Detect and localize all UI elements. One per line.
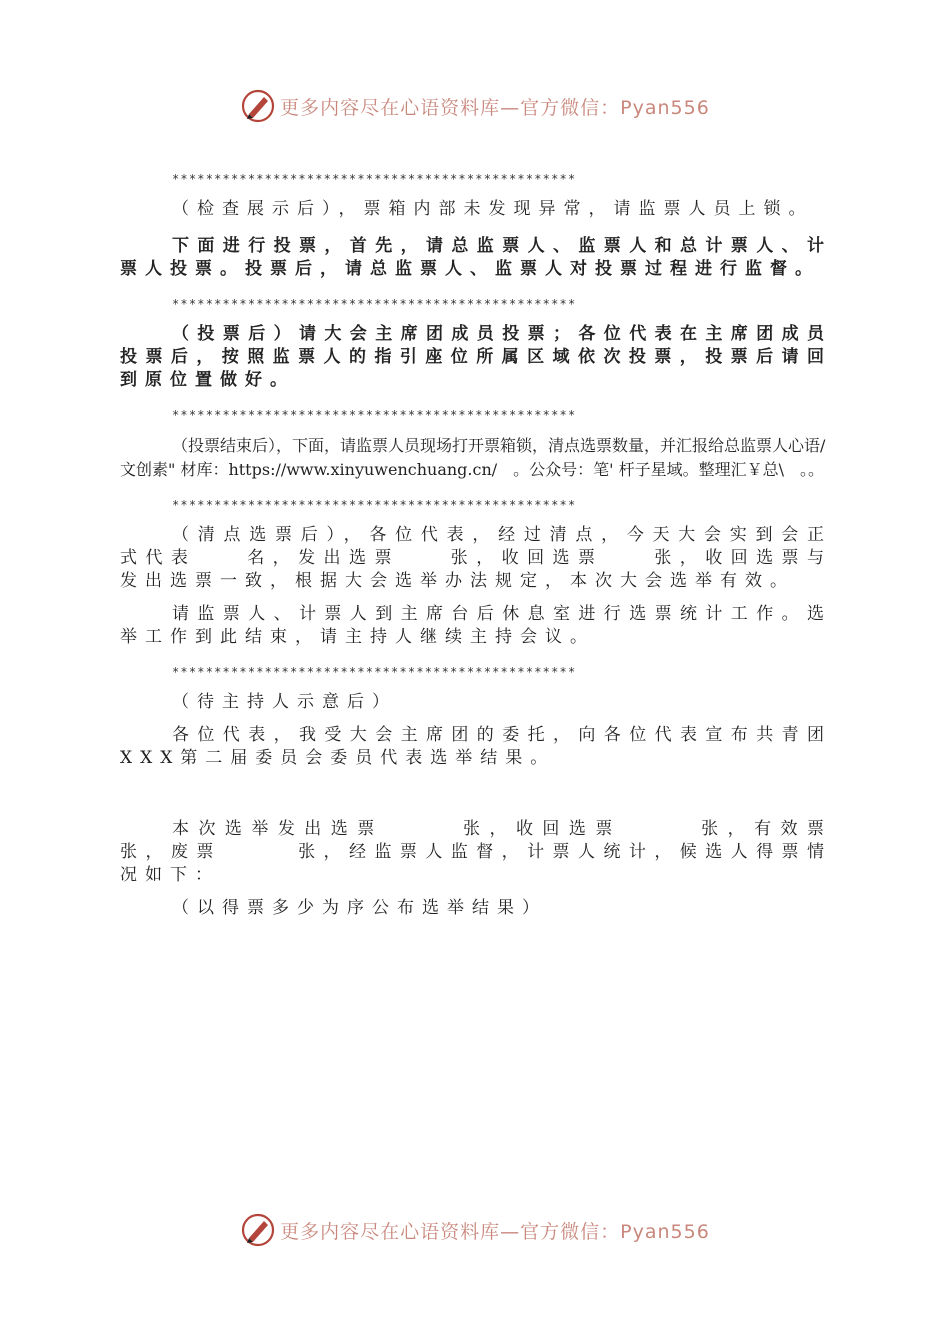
paragraph-await-host: （待主持人示意后） [172,692,397,712]
separator: ************************************************ [172,408,577,422]
paragraph-ballot-check: （检查展示后），票箱内部未发现异常，请监票人员上锁。 [172,199,814,219]
document-body [120,170,907,920]
paragraph-presidium-vote: （投票后）请大会主席团成员投票；各位代表在主席团成员投票后，按照监票人的指引座位所属区域依次投票，投票后请回到原位置做好。 [120,324,832,390]
paragraph-order-note: （以得票多少为序公布选举结果） [172,898,547,918]
separator: ************************************************ [172,172,577,186]
footer-banner-text: 更多内容尽在心语资料库—官方微信：Pyan556 [280,1220,710,1243]
paragraph-tally: 请监票人、计票人到主席台后休息室进行选票统计工作。选举工作到此结束，请主持人继续主持会议。 [120,604,832,647]
separator: ************************************************ [172,297,577,311]
header-banner [0,86,950,126]
header-banner-text: 更多内容尽在心语资料库—官方微信：Pyan556 [280,96,710,119]
paragraph-vote-stats: 本次选举发出选票 张，收回选票 张，有效票 张，废票 张，经监票人监督，计票人统计，候选人得票情况如下： [120,819,907,885]
footer-banner [0,1210,950,1250]
separator: ************************************************ [172,498,577,512]
paragraph-announce: 各位代表，我受大会主席团的委托，向各位代表宣布共青团XXX第二届委员会委员代表选举结果。 [120,725,832,768]
paragraph-voting-begin: 下面进行投票，首先，请总监票人、监票人和总计票人、计票人投票。投票后，请总监票人、监票人对投票过程进行监督。 [120,236,832,279]
separator: ************************************************ [172,665,577,679]
paragraph-count-result: （清点选票后），各位代表，经过清点，今天大会实到会正式代表 名，发出选票 张，收回选票 张，收回选票与发出选票一致，根据大会选举办法规定，本次大会选举有效。 [120,525,832,591]
pen-logo-icon [240,1212,276,1248]
pen-logo-icon [240,88,276,124]
paragraph-open-box: （投票结束后），下面，请监票人员现场打开票箱锁，清点选票数量，并汇报给总监票人心语/ 文创素" 材库：https://www.xinyuwenchuang.cn/ 。公众号：笔' 杆子星域。整理汇￥总\ 。。 [120,436,826,479]
